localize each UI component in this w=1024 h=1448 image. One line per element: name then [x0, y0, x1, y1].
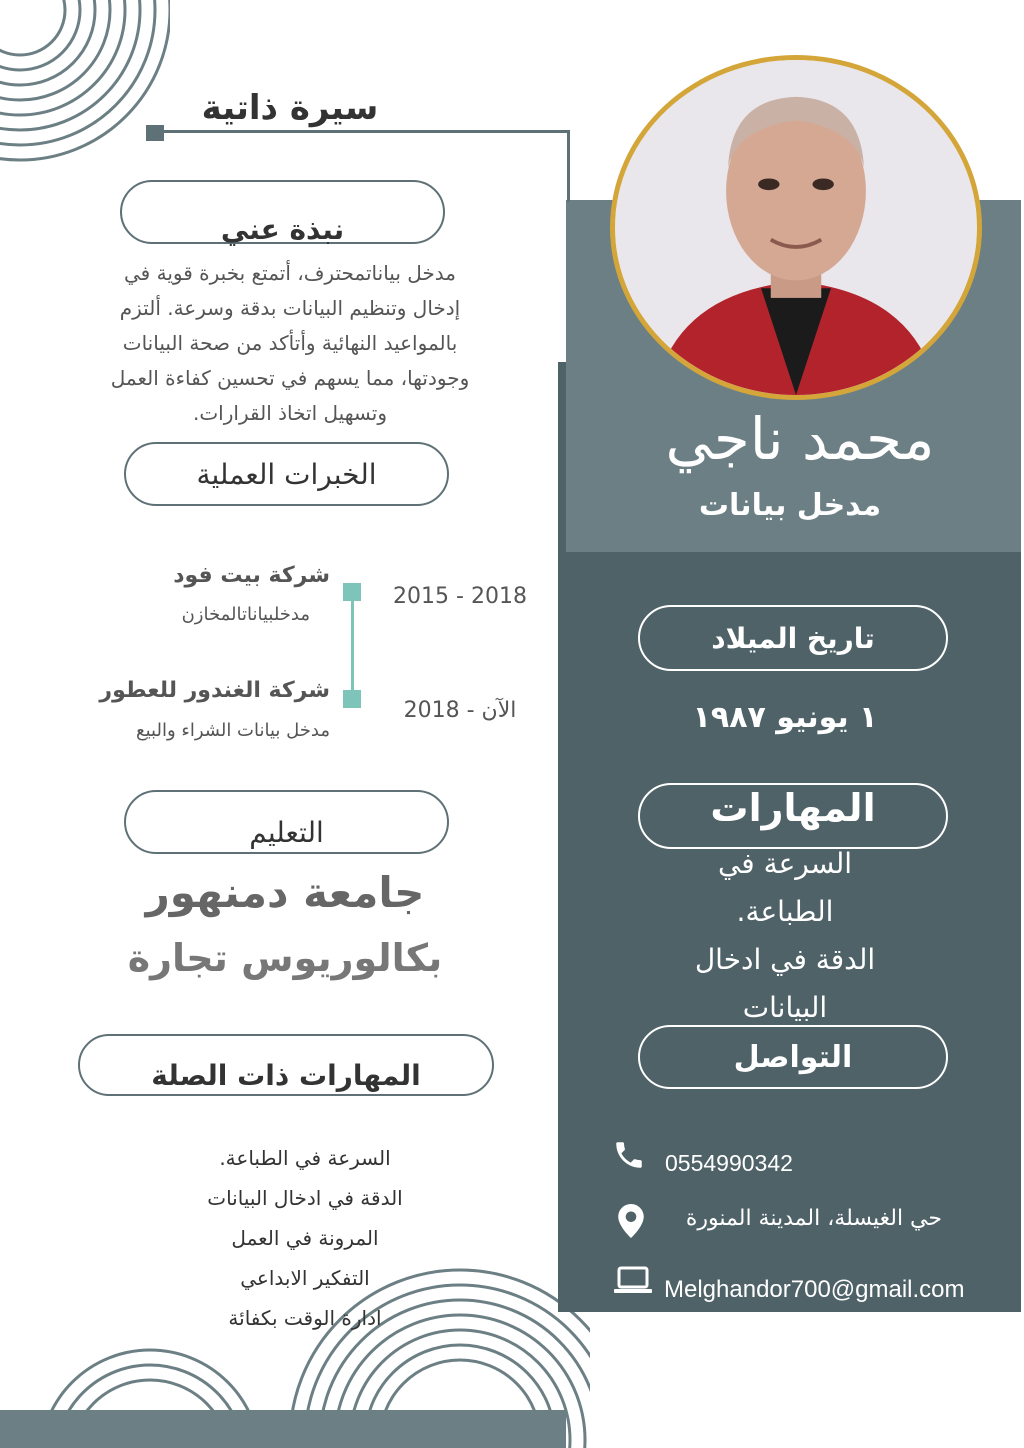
about-line: بالمواعيد النهائية وأتأكد من صحة البيانات [122, 331, 458, 355]
page-title: سيرة ذاتية [201, 88, 379, 128]
education-heading-pill [124, 790, 449, 854]
about-line: مدخل بياناتمحترف، أتمتع بخبرة قوية في [124, 261, 456, 285]
location-pin-icon [618, 1204, 644, 1238]
period-text: 2018 - الآن [403, 698, 517, 723]
experience-company: شركة الغندور للعطور [99, 678, 330, 703]
university-name: جامعة دمنهور [145, 868, 425, 917]
experience-period [390, 584, 530, 609]
experience-role: مدخل بيانات الشراء والبيع [136, 720, 330, 741]
title-line-marker [146, 125, 164, 141]
skill-item: التفكير الابداعي [240, 1266, 370, 1290]
related-skills-heading-pill [78, 1034, 494, 1096]
related-skills-heading: المهارات ذات الصلة [151, 1058, 421, 1092]
timeline-line [351, 592, 354, 700]
timeline-marker [343, 583, 361, 601]
address-text: حي الغيسلة، المدينة المنورة [685, 1206, 942, 1231]
decorative-rings-top-left [0, 0, 170, 170]
skill-item: ادارة الوقت بكفائة [228, 1306, 382, 1330]
timeline-marker [343, 690, 361, 708]
title-line-vertical [567, 130, 570, 202]
about-heading-pill [120, 180, 445, 244]
education-heading: التعليم [249, 815, 324, 849]
about-text [40, 256, 540, 431]
skill-item: الدقة في ادخال البيانات [207, 1186, 403, 1210]
skill-line: الدقة في ادخال [694, 943, 876, 976]
profile-photo [610, 55, 982, 400]
phone-number[interactable]: 0554990342 [665, 1150, 793, 1176]
experience-period [390, 698, 530, 723]
experience-heading: الخبرات العملية [196, 457, 377, 491]
period-text: 2015 - 2018 [393, 584, 527, 609]
skill-line: البيانات [742, 991, 828, 1024]
phone-icon [612, 1138, 646, 1172]
skills-heading: المهارات [710, 786, 876, 830]
skills-list [640, 840, 930, 1032]
experience-heading-pill [124, 442, 449, 506]
experience-company: شركة بيت فود [173, 563, 330, 588]
birth-heading: تاريخ الميلاد [711, 621, 875, 655]
skill-line: السرعة في [717, 847, 853, 880]
contact-heading: التواصل [733, 1039, 853, 1075]
person-name: محمد ناجي [665, 405, 935, 473]
skill-line: الطباعة. [736, 895, 834, 928]
about-line: وتسهيل اتخاذ القرارات. [193, 401, 387, 425]
email-address[interactable]: Melghandor700@gmail.com [664, 1276, 965, 1303]
job-title: مدخل بيانات [698, 488, 882, 523]
title-line [150, 130, 570, 133]
degree-name: بكالوريوس تجارة [127, 936, 443, 980]
about-heading: نبذة عني [220, 212, 345, 246]
birth-date: ١ يونيو ١٩٨٧ [692, 700, 878, 735]
related-skills-list [150, 1138, 460, 1338]
laptop-icon [614, 1266, 652, 1296]
experience-role: مدخلبياناتالمخازن [181, 604, 310, 625]
birth-heading-pill [638, 605, 948, 671]
about-line: وجودتها، مما يسهم في تحسين كفاءة العمل [110, 366, 470, 390]
skill-item: المرونة في العمل [231, 1226, 379, 1250]
skill-item: السرعة في الطباعة. [219, 1146, 391, 1170]
portrait-icon [615, 60, 977, 395]
contact-heading-pill [638, 1025, 948, 1089]
about-line: إدخال وتنظيم البيانات بدقة وسرعة. ألتزم [119, 296, 461, 320]
footer-bar [0, 1410, 566, 1448]
